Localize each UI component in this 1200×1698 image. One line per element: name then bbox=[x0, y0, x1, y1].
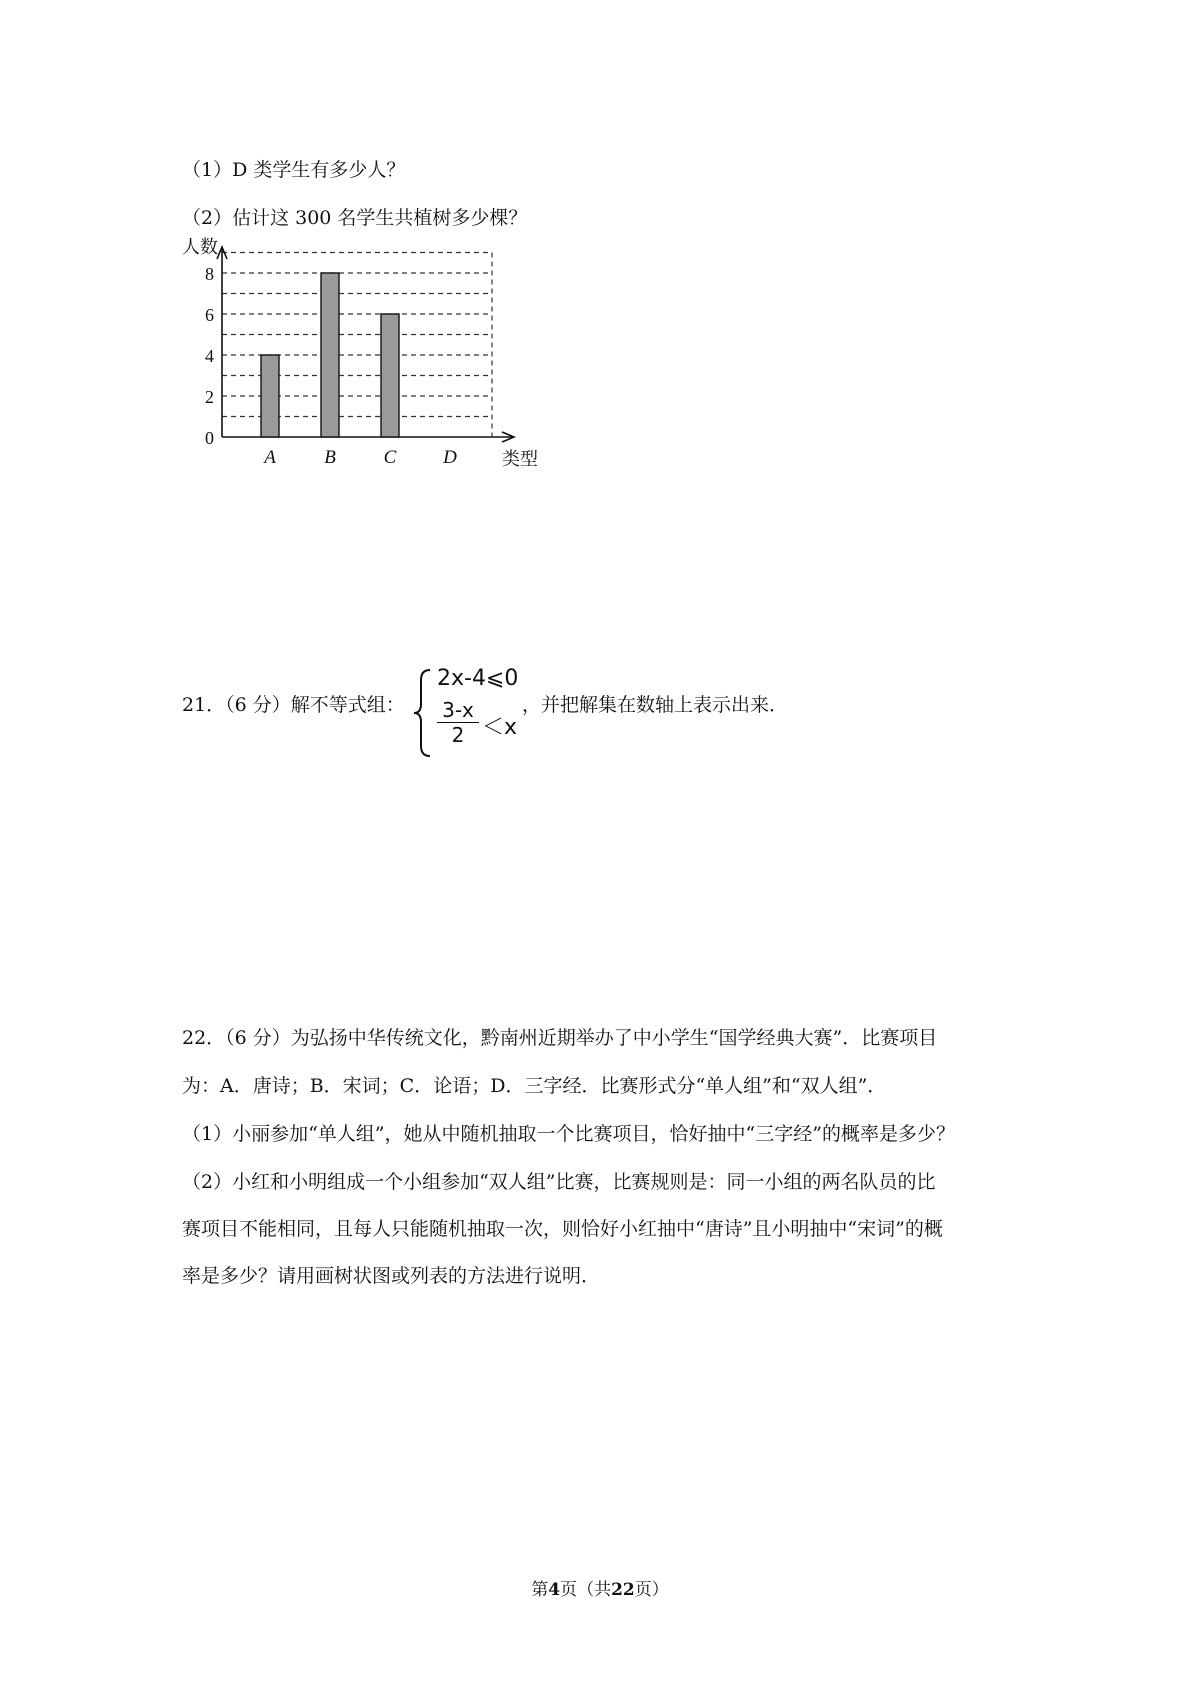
footer-post: 页） bbox=[634, 1580, 669, 1600]
question-tree-estimate: （2）估计这 300 名学生共植树多少棵？ bbox=[182, 207, 528, 229]
page-footer bbox=[0, 1575, 1200, 1600]
inequality-1: 2x-4⩽0 bbox=[437, 666, 519, 691]
page-total: 22 bbox=[611, 1580, 635, 1600]
bar-chart bbox=[182, 237, 542, 477]
question-22-line-3: （1）小丽参加“单人组”，她从中随机抽取一个比赛项目，恰好抽中“三字经”的概率是多少？ bbox=[182, 1123, 955, 1145]
x-tick-label: D bbox=[443, 447, 457, 468]
question-22-line-2: 为：A．唐诗；B．宋词；C．论语；D．三字经．比赛形式分“单人组”和“双人组”． bbox=[182, 1075, 887, 1097]
y-tick-label: 2 bbox=[205, 387, 214, 407]
y-tick-label: 6 bbox=[205, 305, 214, 325]
bar-b bbox=[321, 273, 339, 437]
bar-c bbox=[381, 314, 399, 437]
footer-pre: 第 bbox=[531, 1580, 549, 1600]
page-number: 4 bbox=[548, 1580, 561, 1600]
fraction-numerator: 3-x bbox=[437, 698, 479, 723]
y-tick-label: 8 bbox=[205, 264, 214, 284]
x-tick-label: A bbox=[264, 447, 276, 468]
x-tick-label: B bbox=[324, 447, 336, 468]
fraction bbox=[437, 698, 479, 747]
question-21-lead: 21．（6 分）解不等式组： bbox=[182, 694, 405, 716]
fraction-denominator: 2 bbox=[451, 723, 465, 747]
footer-mid: 页（共 bbox=[560, 1580, 612, 1600]
y-tick-label: 0 bbox=[205, 428, 214, 448]
question-22-line-1: 22．（6 分）为弘扬中华传统文化，黔南州近期举办了中小学生“国学经典大赛”．比赛项目 bbox=[182, 1027, 938, 1049]
question-22-line-5: 赛项目不能相同，且每人只能随机抽取一次，则恰好小红抽中“唐诗”且小明抽中“宋词”的概 bbox=[182, 1218, 943, 1240]
x-tick-label: C bbox=[383, 447, 397, 468]
question-22-line-6: 率是多少？请用画树状图或列表的方法进行说明． bbox=[182, 1265, 601, 1287]
inequality-2-rest: ＜x bbox=[482, 715, 518, 740]
x-axis-label: 类型 bbox=[502, 449, 538, 469]
system-brace bbox=[412, 668, 434, 758]
bar-a bbox=[261, 355, 279, 437]
question-21-tail: ，并把解集在数轴上表示出来． bbox=[522, 694, 789, 716]
question-d-count: （1）D 类学生有多少人？ bbox=[182, 159, 406, 181]
question-22-line-4: （2）小红和小明组成一个小组参加“双人组”比赛，比赛规则是：同一小组的两名队员的比 bbox=[182, 1171, 936, 1193]
y-tick-label: 4 bbox=[205, 346, 214, 366]
y-axis-label: 人数 bbox=[182, 237, 218, 257]
